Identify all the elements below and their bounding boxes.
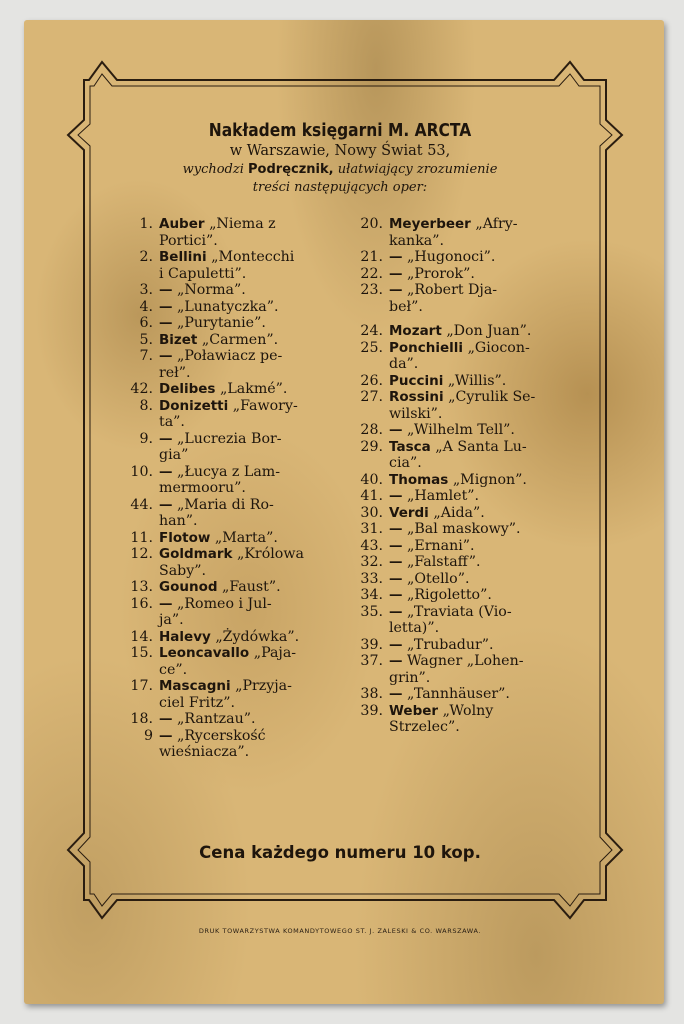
opera-entry: [128, 398, 348, 431]
entry-text: [159, 249, 348, 282]
composer-name: —: [389, 653, 403, 669]
composer-name: —: [389, 554, 403, 570]
opera-title-line: „Robert Dja-: [407, 282, 498, 298]
opera-title-line: „Ernani”.: [407, 537, 475, 554]
opera-title-line: da”.: [389, 356, 419, 372]
composer-name: Bellini: [159, 249, 207, 265]
opera-entry: [128, 249, 348, 282]
composer-name: Mozart: [389, 323, 442, 339]
opera-title-line: gia”: [159, 447, 189, 463]
opera-entry: [358, 505, 588, 522]
composer-name: —: [159, 727, 173, 744]
entry-number: 21.: [360, 249, 383, 265]
opera-entry: [358, 653, 588, 686]
price-line: Cena każdego numeru 10 kop.: [199, 843, 481, 862]
composer-name: Donizetti: [159, 397, 229, 414]
composer-name: —: [159, 282, 173, 298]
opera-entry: [128, 299, 348, 316]
opera-entry: [358, 538, 588, 555]
entry-text: [389, 488, 588, 505]
opera-entry: [128, 678, 348, 711]
opera-entry: [128, 282, 348, 299]
entry-number: 32.: [360, 554, 383, 570]
left-column: [128, 216, 348, 761]
opera-title-line: „Norma”.: [177, 282, 246, 298]
entry-number: 27.: [360, 389, 383, 405]
opera-title-line: „Lakmé”.: [220, 381, 288, 397]
entry-text: [389, 538, 588, 555]
composer-name: —: [159, 463, 173, 480]
opera-title-line: „Fawory-: [232, 397, 298, 414]
entry-number: 35.: [360, 603, 383, 620]
entry-text: [389, 554, 588, 571]
composer-name: —: [159, 595, 173, 612]
opera-title-line: „Lucrezia Bor-: [177, 430, 282, 447]
entry-number: 38.: [360, 686, 383, 702]
opera-title-line: wilski”.: [389, 405, 443, 422]
opera-entry: [128, 546, 348, 579]
entry-text: [159, 711, 348, 728]
opera-title-line: „Purytanie”.: [177, 315, 266, 331]
opera-entry: [128, 629, 348, 646]
entry-number: 39.: [360, 636, 383, 653]
opera-title-line: letta)”.: [389, 620, 440, 636]
opera-entry: [128, 381, 348, 398]
opera-entry: [358, 604, 588, 637]
opera-title-line: mermooru”.: [159, 480, 246, 496]
entry-text: [159, 728, 348, 761]
entry-number: 26.: [360, 372, 383, 389]
opera-title-line: „Trubadur”.: [407, 636, 494, 653]
opera-title-line: i Capuletti”.: [159, 265, 247, 282]
opera-title-line: „Maria di Ro-: [177, 496, 274, 513]
entry-text: [389, 587, 588, 604]
entry-number: 5.: [139, 331, 153, 348]
entry-number: 39.: [360, 702, 383, 719]
composer-name: Puccini: [389, 372, 444, 389]
entry-text: [159, 315, 348, 332]
entry-number: 43.: [360, 537, 383, 554]
opera-title-line: han”.: [159, 513, 198, 529]
opera-entry: [358, 472, 588, 489]
opera-title-line: „Afry-: [475, 216, 518, 232]
opera-title-line: ja”.: [159, 612, 184, 628]
entry-number: 13.: [130, 579, 153, 595]
entry-number: 18.: [130, 711, 153, 727]
entry-text: [389, 422, 588, 439]
opera-title-line: „Otello”.: [407, 570, 470, 587]
opera-title-line: „Hamlet”.: [407, 488, 480, 504]
entry-number: 25.: [360, 339, 383, 356]
entry-text: [389, 686, 588, 703]
composer-name: —: [159, 496, 173, 513]
opera-title-line: „Lunatyczka”.: [177, 298, 279, 315]
composer-name: —: [159, 430, 173, 447]
entry-text: [159, 299, 348, 316]
opera-entry: [128, 431, 348, 464]
composer-name: Mascagni: [159, 678, 231, 694]
entry-text: [389, 266, 588, 283]
entry-number: 23.: [360, 282, 383, 298]
composer-name: —: [389, 686, 403, 702]
composer-name: —: [389, 537, 403, 554]
entry-text: [159, 381, 348, 398]
composer-name: Bizet: [159, 331, 198, 348]
entry-text: [389, 340, 588, 373]
opera-entry: [358, 373, 588, 390]
entry-number: 30.: [360, 504, 383, 521]
entry-text: [159, 678, 348, 711]
entry-number: 20.: [360, 216, 383, 232]
entry-number: 14.: [130, 628, 153, 645]
entry-text: [159, 431, 348, 464]
entry-text: [159, 464, 348, 497]
composer-name: Weber: [389, 702, 439, 719]
composer-name: —: [159, 315, 173, 331]
entry-number: 29.: [360, 438, 383, 455]
printer-imprint: DRUK TOWARZYSTWA KOMANDYTOWEGO ST. J. ZALESKI & CO. WARSZAWA.: [198, 927, 482, 935]
composer-name: Rossini: [389, 389, 444, 405]
opera-entry: [358, 340, 588, 373]
opera-title-line: „Rantzau”.: [177, 711, 256, 727]
opera-entry: [358, 266, 588, 283]
opera-title-line: „Wolny: [442, 702, 494, 719]
entry-number: 2.: [139, 249, 153, 265]
composer-name: Goldmark: [159, 546, 233, 562]
entry-number: 12.: [130, 546, 153, 562]
opera-entry: [358, 521, 588, 538]
entry-text: [389, 472, 588, 489]
entry-number: 4.: [139, 298, 153, 315]
opera-title-line: „Don Juan”.: [446, 323, 532, 339]
opera-title-line: „Niema z: [209, 216, 276, 232]
opera-title-line: „Carmen”.: [201, 331, 279, 348]
opera-entry: [358, 488, 588, 505]
opera-title-line: „Poławiacz pe-: [177, 348, 283, 364]
entry-number: 31.: [360, 521, 383, 537]
opera-entry: [128, 348, 348, 381]
entry-text: [159, 579, 348, 596]
opera-title-line: cia”.: [389, 455, 422, 471]
opera-entry: [358, 249, 588, 266]
opera-entry: [358, 323, 588, 340]
opera-title-line: „Łucya z Lam-: [177, 463, 281, 480]
opera-entry: [128, 596, 348, 629]
opera-entry: [128, 332, 348, 349]
entry-text: [389, 439, 588, 472]
opera-title-line: „Traviata (Vio-: [407, 603, 512, 620]
opera-title-line: ciel Fritz”.: [159, 694, 236, 711]
composer-name: Meyerbeer: [389, 216, 471, 232]
opera-title-line: „Willis”.: [447, 372, 507, 389]
opera-title-line: „Marta”.: [214, 529, 278, 546]
entry-number: 10.: [130, 463, 153, 480]
opera-title-line: „Hugonoci”.: [407, 249, 496, 265]
opera-title-line: grin”.: [389, 669, 431, 686]
opera-entry: [358, 686, 588, 703]
entry-text: [389, 249, 588, 266]
entry-number: 42.: [130, 381, 153, 397]
entry-text: [159, 398, 348, 431]
composer-name: Leoncavallo: [159, 645, 250, 661]
opera-entry: [358, 554, 588, 571]
composer-name: —: [159, 711, 173, 727]
intro-line-1: [90, 161, 590, 178]
entry-text: [389, 323, 588, 340]
composer-name: —: [389, 603, 403, 620]
opera-entry: [358, 703, 588, 736]
opera-entry: [128, 464, 348, 497]
entry-number: 33.: [360, 570, 383, 587]
opera-title-line: „Romeo i Jul-: [177, 595, 272, 612]
opera-title-line: „Faust”.: [222, 579, 281, 595]
opera-title-line: „Mignon”.: [452, 471, 527, 488]
opera-title-line: „Giocon-: [467, 339, 530, 356]
entry-number: 24.: [360, 323, 383, 339]
opera-entry: [128, 216, 348, 249]
opera-entry: [128, 728, 348, 761]
intro-word: Podręcznik,: [248, 162, 334, 177]
opera-title-line: „Bal maskowy”.: [407, 521, 521, 537]
opera-title-line: kanka”.: [389, 232, 445, 249]
composer-name: Ponchielli: [389, 339, 464, 356]
opera-title-line: „Falstaff”.: [407, 554, 481, 570]
entry-text: [389, 637, 588, 654]
entry-text: [159, 546, 348, 579]
opera-title-line: „Królowa: [236, 546, 304, 562]
composer-name: Verdi: [389, 504, 429, 521]
entry-text: [159, 348, 348, 381]
composer-name: —: [389, 521, 403, 537]
opera-title-line: „Paja-: [253, 645, 297, 661]
opera-entry: [358, 422, 588, 439]
composer-name: Gounod: [159, 579, 218, 595]
entry-number: 41.: [360, 488, 383, 504]
entry-text: [159, 282, 348, 299]
opera-title-line: „Montecchi: [211, 249, 295, 265]
opera-title-line: Portici”.: [159, 232, 218, 249]
composer-name: —: [389, 636, 403, 653]
entry-text: [389, 505, 588, 522]
entry-text: [159, 216, 348, 249]
opera-title-line: „Aida”.: [433, 504, 485, 521]
opera-entry: [128, 497, 348, 530]
opera-title-line: „Żydówka”.: [215, 628, 300, 645]
entry-text: [159, 629, 348, 646]
opera-title-line: ce”.: [159, 661, 188, 678]
composer-name: Delibes: [159, 381, 216, 397]
entry-number: 9: [143, 727, 153, 744]
opera-entry: [128, 645, 348, 678]
intro-suffix: ułatwiający zrozumienie: [337, 162, 498, 177]
opera-entry: [128, 315, 348, 332]
entry-number: 11.: [130, 529, 153, 546]
entry-number: 17.: [130, 678, 153, 694]
composer-name: —: [389, 249, 403, 265]
entry-text: [389, 604, 588, 637]
entry-text: [159, 497, 348, 530]
entry-number: 8.: [139, 397, 153, 414]
header: [90, 120, 590, 196]
entry-text: [389, 282, 588, 315]
composer-name: —: [389, 587, 403, 603]
composer-name: Halevy: [159, 628, 211, 645]
entry-number: 22.: [360, 265, 383, 282]
opera-entry: [128, 711, 348, 728]
composer-name: —: [159, 348, 173, 364]
opera-title-line: ta”.: [159, 414, 185, 430]
opera-entry: [358, 389, 588, 422]
composer-name: —: [389, 570, 403, 587]
opera-title-line: „Cyrulik Se-: [448, 389, 536, 405]
intro-prefix: wychodzi: [182, 162, 244, 177]
entry-text: [389, 653, 588, 686]
publisher-title: Nakładem księgarni M. ARCTA: [208, 120, 472, 141]
entry-number: 6.: [139, 315, 153, 331]
entry-text: [159, 332, 348, 349]
entry-number: 1.: [139, 216, 153, 232]
opera-title-line: „Tannhäuser”.: [407, 686, 510, 702]
opera-entry: [128, 530, 348, 547]
composer-name: —: [389, 488, 403, 504]
opera-entry: [128, 579, 348, 596]
entry-text: [389, 373, 588, 390]
right-column: [358, 216, 588, 736]
opera-title-line: Wagner „Lohen-: [407, 653, 524, 669]
entry-text: [159, 530, 348, 547]
opera-title-line: reł”.: [159, 364, 191, 381]
publisher-address: w Warszawie, Nowy Świat 53,: [229, 143, 451, 159]
opera-entry: [358, 216, 588, 249]
composer-name: Auber: [159, 216, 205, 232]
opera-entry: [358, 587, 588, 604]
entry-text: [389, 521, 588, 538]
opera-title-line: wieśniacza”.: [159, 744, 250, 760]
opera-title-line: „Rigoletto”.: [407, 587, 492, 603]
entry-text: [389, 703, 588, 736]
entry-text: [159, 596, 348, 629]
entry-text: [389, 571, 588, 588]
entry-text: [159, 645, 348, 678]
composer-name: —: [389, 422, 403, 438]
composer-name: Flotow: [159, 529, 211, 546]
opera-entry: [358, 282, 588, 315]
opera-title-line: Strzelec”.: [389, 719, 460, 735]
composer-name: Thomas: [389, 471, 449, 488]
opera-title-line: „A Santa Lu-: [435, 438, 527, 455]
composer-name: —: [389, 265, 403, 282]
opera-title-line: „Rycerskość: [177, 727, 266, 744]
composer-name: —: [389, 282, 403, 298]
composer-name: —: [159, 298, 173, 315]
entry-number: 44.: [130, 496, 153, 513]
entry-number: 15.: [130, 645, 153, 661]
opera-entry: [358, 571, 588, 588]
opera-title-line: „Wilhelm Tell”.: [407, 422, 515, 438]
opera-entry: [358, 637, 588, 654]
entry-number: 9.: [139, 430, 153, 447]
entry-number: 34.: [360, 587, 383, 603]
entry-number: 40.: [360, 471, 383, 488]
entry-number: 16.: [130, 595, 153, 612]
opera-title-line: „Prorok”.: [407, 265, 475, 282]
entry-number: 7.: [139, 348, 153, 364]
opera-entry: [358, 439, 588, 472]
opera-title-line: Saby”.: [159, 562, 207, 579]
entry-text: [389, 216, 588, 249]
entry-number: 37.: [360, 653, 383, 669]
opera-title-line: „Przyja-: [235, 678, 292, 694]
entry-number: 28.: [360, 422, 383, 438]
intro-line-2: treści następujących oper:: [252, 180, 428, 195]
composer-name: Tasca: [389, 438, 431, 455]
opera-title-line: beł”.: [389, 298, 423, 315]
entry-text: [389, 389, 588, 422]
entry-number: 3.: [139, 282, 153, 298]
